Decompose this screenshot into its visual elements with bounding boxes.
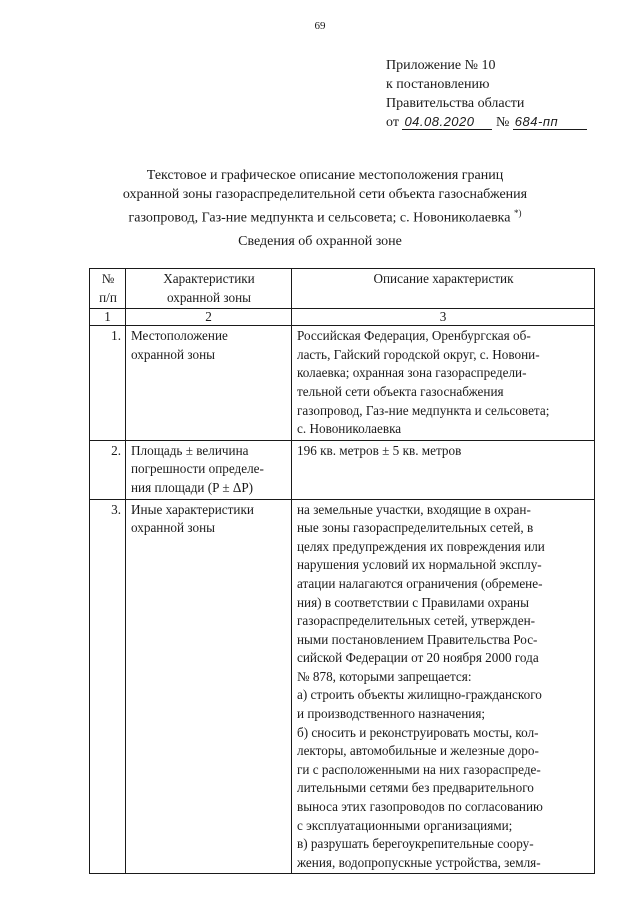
desc-line: ные зоны газораспределительных сетей, в bbox=[297, 520, 534, 536]
char-line: охранной зоны bbox=[131, 346, 216, 362]
desc-line: на земельные участки, входящие в охран- bbox=[297, 501, 531, 517]
desc-line: 196 кв. метров ± 5 кв. метров bbox=[297, 442, 462, 458]
table-row bbox=[90, 326, 595, 441]
header-num-line-1: № bbox=[101, 271, 115, 286]
desc-line: жения, водопропускные устройства, земля- bbox=[297, 854, 541, 870]
zone-info-table bbox=[89, 268, 595, 874]
from-prefix: от bbox=[386, 115, 399, 130]
handwritten-date: 04.08.2020 bbox=[402, 114, 492, 130]
title-line-2: охранной зоны газораспределительной сети объекта газоснабжения bbox=[122, 187, 528, 202]
row-number: 1. bbox=[90, 326, 126, 441]
row-number: 3. bbox=[90, 499, 126, 874]
desc-line: № 878, которыми запрещается: bbox=[297, 668, 472, 684]
section-title: Сведения об охранной зоне bbox=[238, 234, 402, 249]
char-line: Местоположение bbox=[131, 328, 228, 344]
column-number-3: 3 bbox=[292, 309, 595, 326]
desc-line: нарушения условий их нормальной эксплу- bbox=[297, 557, 542, 573]
footnote-mark: *) bbox=[513, 208, 522, 218]
desc-line: целях предупреждения их повреждения или bbox=[297, 538, 545, 554]
column-number-1: 1 bbox=[90, 309, 126, 326]
char-line: погрешности определе- bbox=[131, 461, 264, 477]
char-line: Иные характеристики bbox=[131, 501, 254, 517]
appendix-block bbox=[386, 56, 587, 132]
header-num-line-2: п/п bbox=[99, 289, 117, 305]
header-description: Описание характеристик bbox=[292, 269, 595, 309]
row-description bbox=[292, 440, 595, 499]
row-characteristic bbox=[126, 326, 292, 441]
table-row bbox=[90, 440, 595, 499]
desc-line: Российская Федерация, Оренбургская об- bbox=[297, 328, 531, 344]
header-char-line-1: Характеристики bbox=[163, 271, 255, 286]
desc-line: с эксплуатационными организациями; bbox=[297, 817, 513, 833]
header-num bbox=[90, 269, 126, 309]
desc-line: ния) в соответствии с Правилами охраны bbox=[297, 594, 529, 610]
desc-line: тельной сети объекта газоснабжения bbox=[297, 383, 504, 399]
row-number: 2. bbox=[90, 440, 126, 499]
desc-line: лительными сетями без предварительного bbox=[297, 780, 534, 796]
desc-line: газопровод, Газ-ние медпункта и сельсовета; bbox=[297, 402, 550, 418]
document-title bbox=[90, 166, 560, 228]
desc-line: ги с расположенными на них газораспреде- bbox=[297, 761, 541, 777]
desc-line: лекторы, автомобильные и железные доро- bbox=[297, 743, 539, 759]
row-characteristic bbox=[126, 499, 292, 874]
header-characteristics bbox=[126, 269, 292, 309]
desc-line: выноса этих газопроводов по согласованию bbox=[297, 799, 543, 815]
row-characteristic bbox=[126, 440, 292, 499]
appendix-line-1: Приложение № 10 bbox=[386, 58, 496, 73]
desc-line: колаевка; охранная зона газораспредели- bbox=[297, 365, 527, 381]
desc-line: атации налагаются ограничения (обремене- bbox=[297, 575, 543, 591]
desc-line: и производственного назначения; bbox=[297, 706, 486, 722]
char-line: ния площади (P ± ΔP) bbox=[131, 479, 254, 495]
handwritten-number: 684-пп bbox=[513, 114, 587, 130]
table-header-row bbox=[90, 269, 595, 309]
title-line-3 bbox=[90, 204, 560, 228]
char-line: охранной зоны bbox=[131, 520, 216, 536]
table-row bbox=[90, 499, 595, 874]
appendix-line-2: к постановлению bbox=[386, 77, 490, 92]
appendix-line-3: Правительства области bbox=[386, 96, 525, 111]
row-description bbox=[292, 499, 595, 874]
row-description bbox=[292, 326, 595, 441]
desc-line: б) сносить и реконструировать мосты, кол- bbox=[297, 724, 539, 740]
appendix-date-line bbox=[386, 113, 587, 132]
desc-line: сийской Федерации от 20 ноября 2000 года bbox=[297, 650, 539, 666]
column-number-2: 2 bbox=[126, 309, 292, 326]
desc-line: с. Новониколаевка bbox=[297, 421, 402, 437]
header-char-line-2: охранной зоны bbox=[166, 289, 251, 305]
number-sign: № bbox=[495, 115, 510, 130]
page-number: 69 bbox=[314, 20, 326, 32]
desc-line: ласть, Гайский городской округ, с. Новони- bbox=[297, 346, 540, 362]
column-number-row bbox=[90, 309, 595, 326]
desc-line: ными постановлением Правительства Рос- bbox=[297, 631, 538, 647]
desc-line: газораспределительных сетей, утвержден- bbox=[297, 613, 536, 629]
title-line-3-text: газопровод, Газ-ние медпункта и сельсовета; с. Новониколаевка bbox=[128, 210, 511, 226]
title-line-1: Текстовое и графическое описание местоположения границ bbox=[146, 168, 504, 183]
desc-line: в) разрушать берегоукрепительные соору- bbox=[297, 836, 534, 852]
char-line: Площадь ± величина bbox=[131, 442, 249, 458]
desc-line: а) строить объекты жилищно-гражданского bbox=[297, 687, 542, 703]
